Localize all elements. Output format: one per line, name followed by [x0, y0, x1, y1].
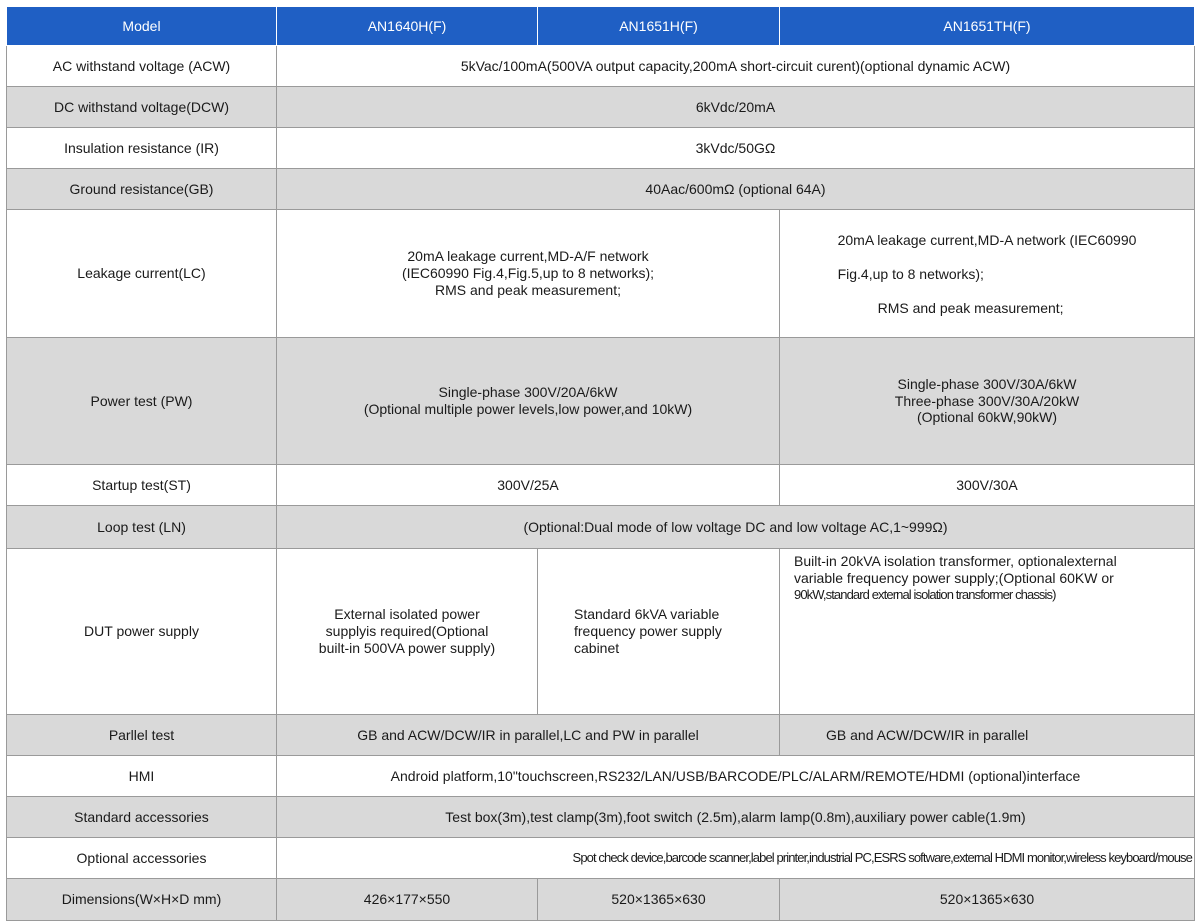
header-an1640hf: AN1640H(F) — [277, 7, 538, 46]
value-st-left: 300V/25A — [277, 465, 780, 506]
lc-left-line3: RMS and peak measurement; — [435, 281, 621, 298]
header-an1651thf: AN1651TH(F) — [780, 7, 1195, 46]
value-st-right: 300V/30A — [780, 465, 1195, 506]
spec-table — [6, 6, 1195, 921]
label-gb: Ground resistance(GB) — [7, 169, 277, 210]
label-ln: Loop test (LN) — [7, 506, 277, 549]
dut-c1-line2: supplyis required(Optional — [325, 623, 489, 640]
row-acw — [7, 46, 1195, 87]
value-pw-right — [780, 338, 1195, 465]
row-st — [7, 465, 1195, 506]
pw-left-line2: (Optional multiple power levels,low power,and 10kW) — [363, 401, 693, 417]
value-dim-c3: 520×1365×630 — [780, 879, 1195, 921]
label-acw: AC withstand voltage (ACW) — [7, 46, 277, 87]
row-dcw — [7, 87, 1195, 128]
pw-left-line1: Single-phase 300V/20A/6kW — [438, 384, 618, 401]
header-model: Model — [7, 7, 277, 46]
lc-right-line1: 20mA leakage current,MD-A network (IEC60990 — [837, 231, 1137, 248]
row-pw — [7, 338, 1195, 465]
lc-left-line2: (IEC60990 Fig.4,Fig.5,up to 8 networks); — [401, 265, 655, 282]
dut-c1-line1: External isolated power — [334, 606, 480, 623]
value-dut-c1 — [277, 549, 538, 715]
label-ir: Insulation resistance (IR) — [7, 128, 277, 169]
label-dim: Dimensions(W×H×D mm) — [7, 879, 277, 921]
value-dim-c1: 426×177×550 — [277, 879, 538, 921]
value-parallel-left: GB and ACW/DCW/IR in parallel,LC and PW in parallel — [277, 715, 780, 756]
value-acw: 5kVac/100mA(500VA output capacity,200mA short-circuit curent)(optional dynamic ACW) — [277, 46, 1195, 87]
value-dut-c2 — [538, 549, 780, 715]
value-std-acc: Test box(3m),test clamp(3m),foot switch (2.5m),alarm lamp(0.8m),auxiliary power cable(1.9m) — [277, 797, 1195, 838]
row-dim — [7, 879, 1195, 921]
row-parallel — [7, 715, 1195, 756]
label-opt-acc: Optional accessories — [7, 838, 277, 879]
dut-c3-line2: variable frequency power supply;(Optional 60KW or — [794, 569, 1114, 586]
value-lc-left — [277, 210, 780, 338]
pw-right-line2: Three-phase 300V/30A/20kW — [894, 392, 1080, 409]
row-ln — [7, 506, 1195, 549]
value-lc-right — [780, 210, 1195, 338]
row-dut — [7, 549, 1195, 715]
label-st: Startup test(ST) — [7, 465, 277, 506]
value-dim-c2: 520×1365×630 — [538, 879, 780, 921]
dut-c2-line1: Standard 6kVA variable — [574, 606, 720, 623]
value-ir: 3kVdc/50GΩ — [277, 128, 1195, 169]
dut-c3-line3: 90kW,standard external isolation transformer chassis) — [794, 586, 1056, 602]
label-dcw: DC withstand voltage(DCW) — [7, 87, 277, 128]
pw-right-line3: (Optional 60kW,90kW) — [916, 409, 1058, 426]
label-lc: Leakage current(LC) — [7, 210, 277, 338]
value-gb: 40Aac/600mΩ (optional 64A) — [277, 169, 1195, 210]
row-opt-acc — [7, 838, 1195, 879]
label-pw: Power test (PW) — [7, 338, 277, 465]
lc-right-line3: RMS and peak measurement; — [877, 299, 1064, 316]
header-an1651hf: AN1651H(F) — [538, 7, 780, 46]
row-gb — [7, 169, 1195, 210]
dut-c1-line3: built-in 500VA power supply) — [318, 639, 496, 656]
label-std-acc: Standard accessories — [7, 797, 277, 838]
dut-c2-line2: frequency power supply — [574, 623, 722, 640]
header-row — [7, 7, 1195, 46]
value-parallel-right: GB and ACW/DCW/IR in parallel — [780, 715, 1195, 756]
pw-right-line1: Single-phase 300V/30A/6kW — [897, 375, 1077, 392]
label-hmi: HMI — [7, 756, 277, 797]
row-std-acc — [7, 797, 1195, 838]
value-dcw: 6kVdc/20mA — [277, 87, 1195, 128]
lc-right-line2: Fig.4,up to 8 networks); — [837, 265, 984, 282]
value-ln: (Optional:Dual mode of low voltage DC and low voltage AC,1~999Ω) — [277, 506, 1195, 549]
label-dut: DUT power supply — [7, 549, 277, 715]
dut-c3-line1: Built-in 20kVA isolation transformer, optionalexternal — [794, 553, 1117, 569]
row-hmi — [7, 756, 1195, 797]
row-lc — [7, 210, 1195, 338]
value-dut-c3 — [780, 549, 1195, 715]
dut-c2-line3: cabinet — [574, 639, 620, 656]
lc-left-line1: 20mA leakage current,MD-A/F network — [407, 248, 649, 265]
row-ir — [7, 128, 1195, 169]
value-opt-acc: Spot check device,barcode scanner,label printer,industrial PC,ESRS software,external HDMI monitor,wireless keyboard/mouse — [277, 838, 1195, 879]
label-parallel: Parllel test — [7, 715, 277, 756]
value-pw-left — [277, 338, 780, 465]
value-hmi: Android platform,10"touchscreen,RS232/LAN/USB/BARCODE/PLC/ALARM/REMOTE/HDMI (optional)interface — [277, 756, 1195, 797]
